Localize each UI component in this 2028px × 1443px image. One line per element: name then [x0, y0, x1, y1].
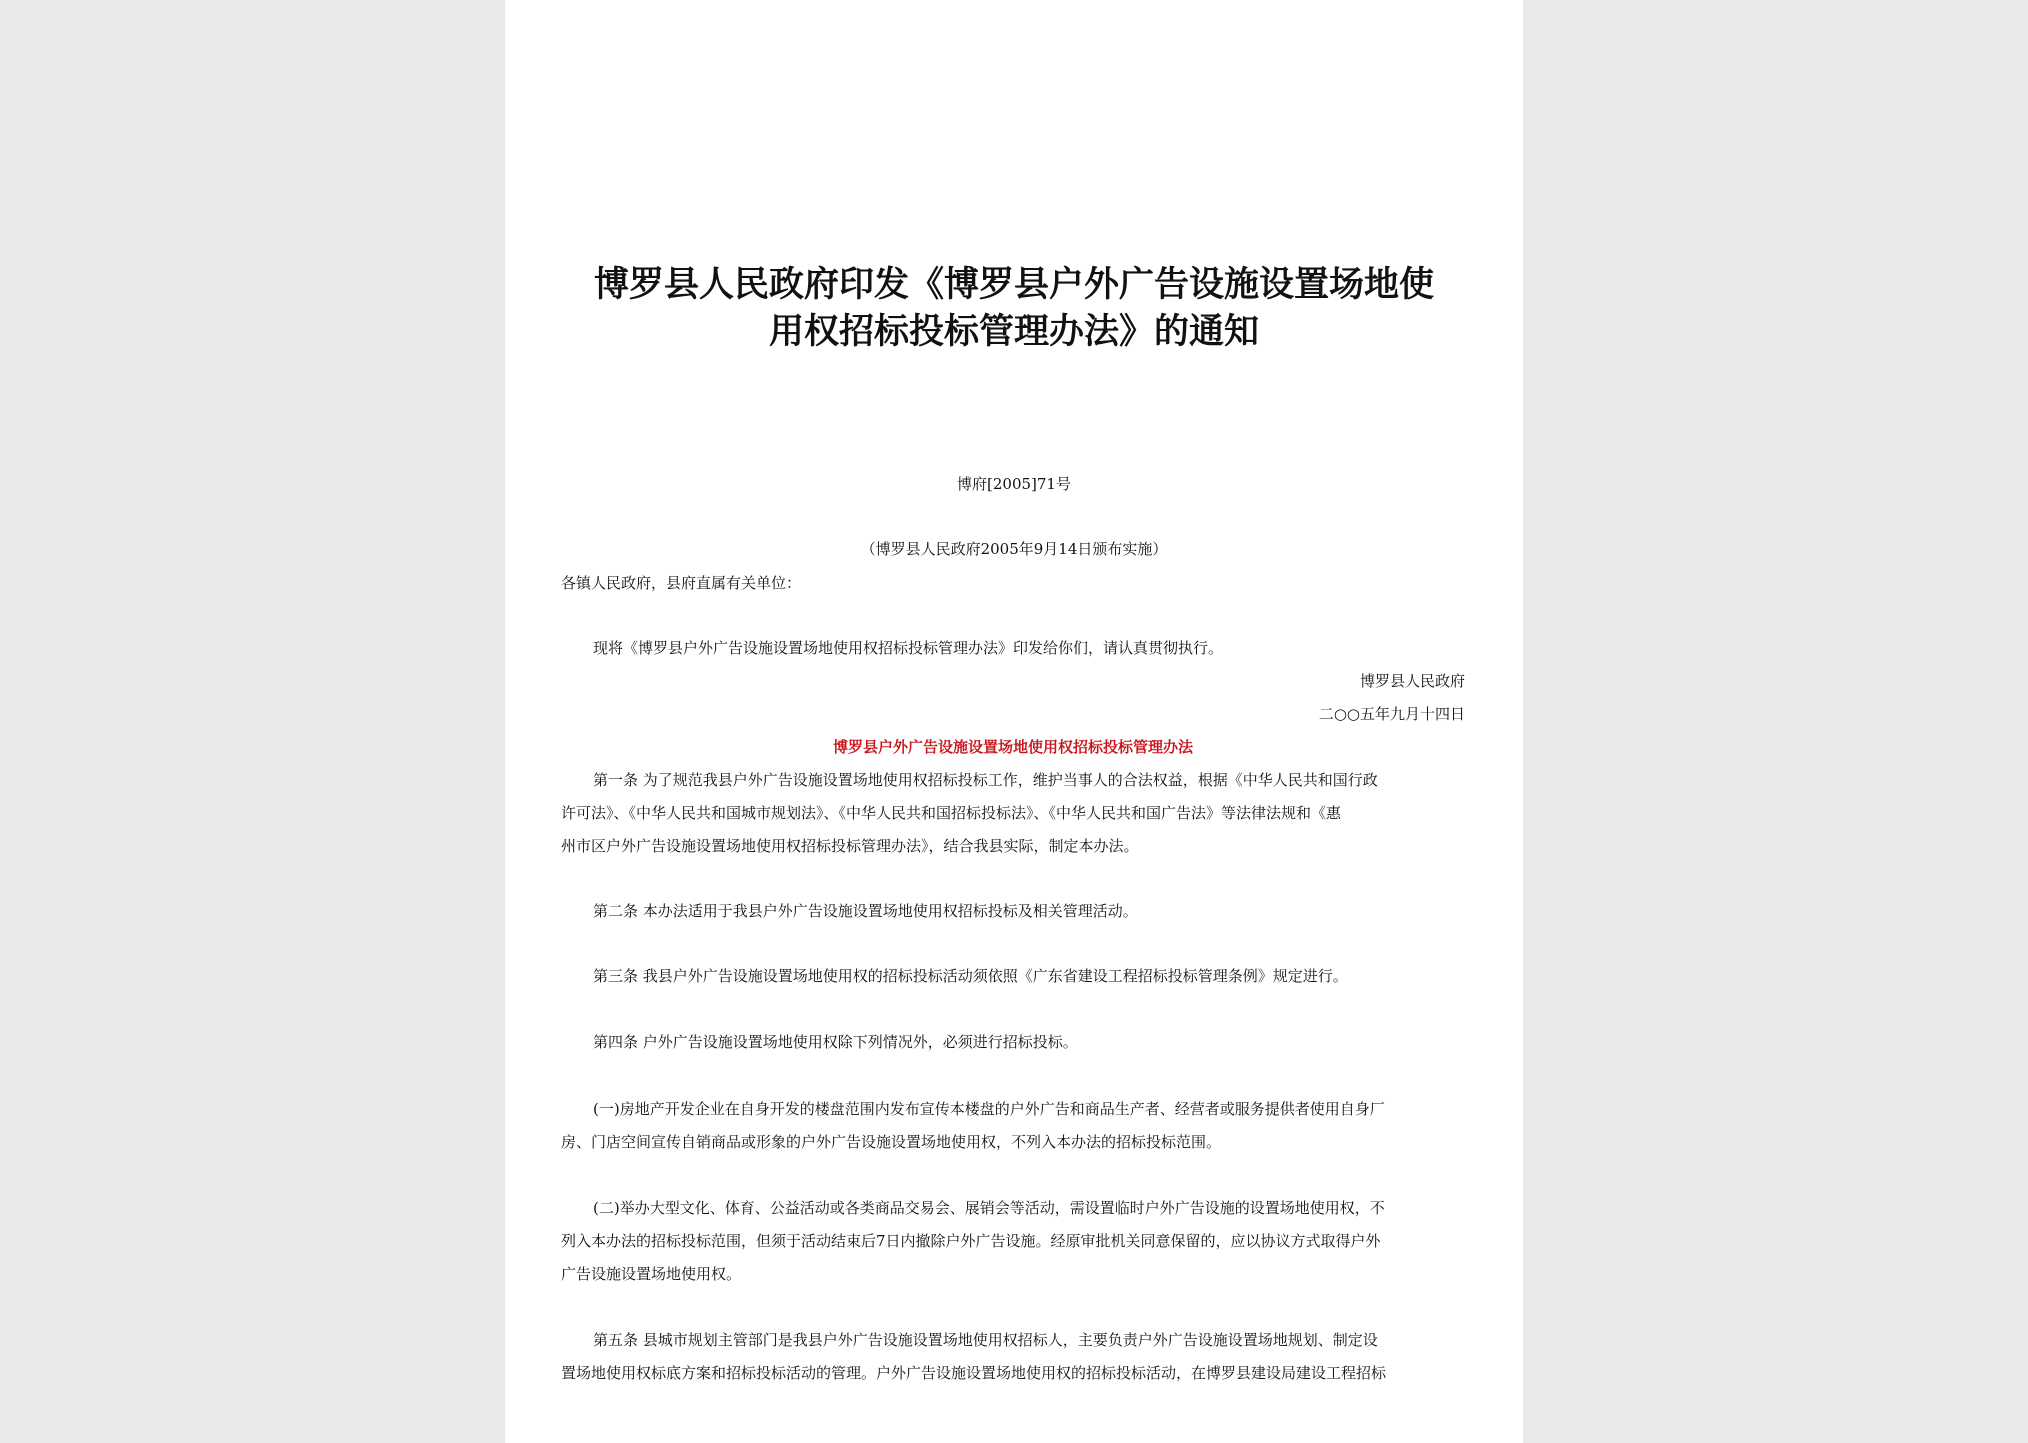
article-5-line-1: 第五条 县城市规划主管部门是我县户外广告设施设置场地使用权招标人，主要负责户外广告设施设置场地规划、制定设	[593, 1331, 1378, 1349]
document-page	[505, 0, 1523, 1443]
notice-paragraph: 现将《博罗县户外广告设施设置场地使用权招标投标管理办法》印发给你们，请认真贯彻执行。	[593, 639, 1224, 657]
item-1-line-1: (一)房地产开发企业在自身开发的楼盘范围内发布宣传本楼盘的户外广告和商品生产者、经营者或服务提供者使用自身厂	[593, 1100, 1385, 1118]
document-title	[545, 262, 1483, 356]
article-3: 第三条 我县户外广告设施设置场地使用权的招标投标活动须依照《广东省建设工程招标投标管理条例》规定进行。	[593, 967, 1348, 985]
article-1-line-1: 第一条 为了规范我县户外广告设施设置场地使用权招标投标工作，维护当事人的合法权益，根据《中华人民共和国行政	[593, 771, 1378, 789]
article-1-line-2: 许可法》、《中华人民共和国城市规划法》、《中华人民共和国招标投标法》、《中华人民共和国广告法》等法律法规和《惠	[561, 804, 1342, 822]
article-1-line-3: 州市区户外广告设施设置场地使用权招标投标管理办法》，结合我县实际，制定本办法。	[561, 837, 1139, 855]
article-5-line-2: 置场地使用权标底方案和招标投标活动的管理。户外广告设施设置场地使用权的招标投标活动，在博罗县建设局建设工程招标	[561, 1364, 1387, 1382]
issued-note: （博罗县人民政府2005年9月14日颁布实施）	[860, 540, 1168, 558]
measure-title: 博罗县户外广告设施设置场地使用权招标投标管理办法	[832, 738, 1193, 756]
signer: 博罗县人民政府	[1359, 672, 1465, 690]
title-line-2: 用权招标投标管理办法》的通知	[768, 312, 1259, 352]
item-2-line-2: 列入本办法的招标投标范围，但须于活动结束后7日内撤除户外广告设施。经原审批机关同意保留的，应以协议方式取得户外	[561, 1232, 1381, 1250]
article-4: 第四条 户外广告设施设置场地使用权除下列情况外，必须进行招标投标。	[593, 1033, 1078, 1051]
article-2: 第二条 本办法适用于我县户外广告设施设置场地使用权招标投标及相关管理活动。	[593, 902, 1138, 920]
document-number: 博府[2005]71号	[957, 475, 1071, 493]
title-line-1: 博罗县人民政府印发《博罗县户外广告设施设置场地使	[593, 265, 1434, 305]
item-2-line-1: (二)举办大型文化、体育、公益活动或各类商品交易会、展销会等活动，需设置临时户外广告设施的设置场地使用权，不	[593, 1199, 1385, 1217]
item-1-line-2: 房、门店空间宣传自销商品或形象的户外广告设施设置场地使用权，不列入本办法的招标投标范围。	[561, 1133, 1222, 1151]
date: 二○○五年九月十四日	[1318, 705, 1465, 723]
addressee: 各镇人民政府，县府直属有关单位：	[561, 574, 802, 592]
item-2-line-3: 广告设施设置场地使用权。	[561, 1265, 742, 1283]
